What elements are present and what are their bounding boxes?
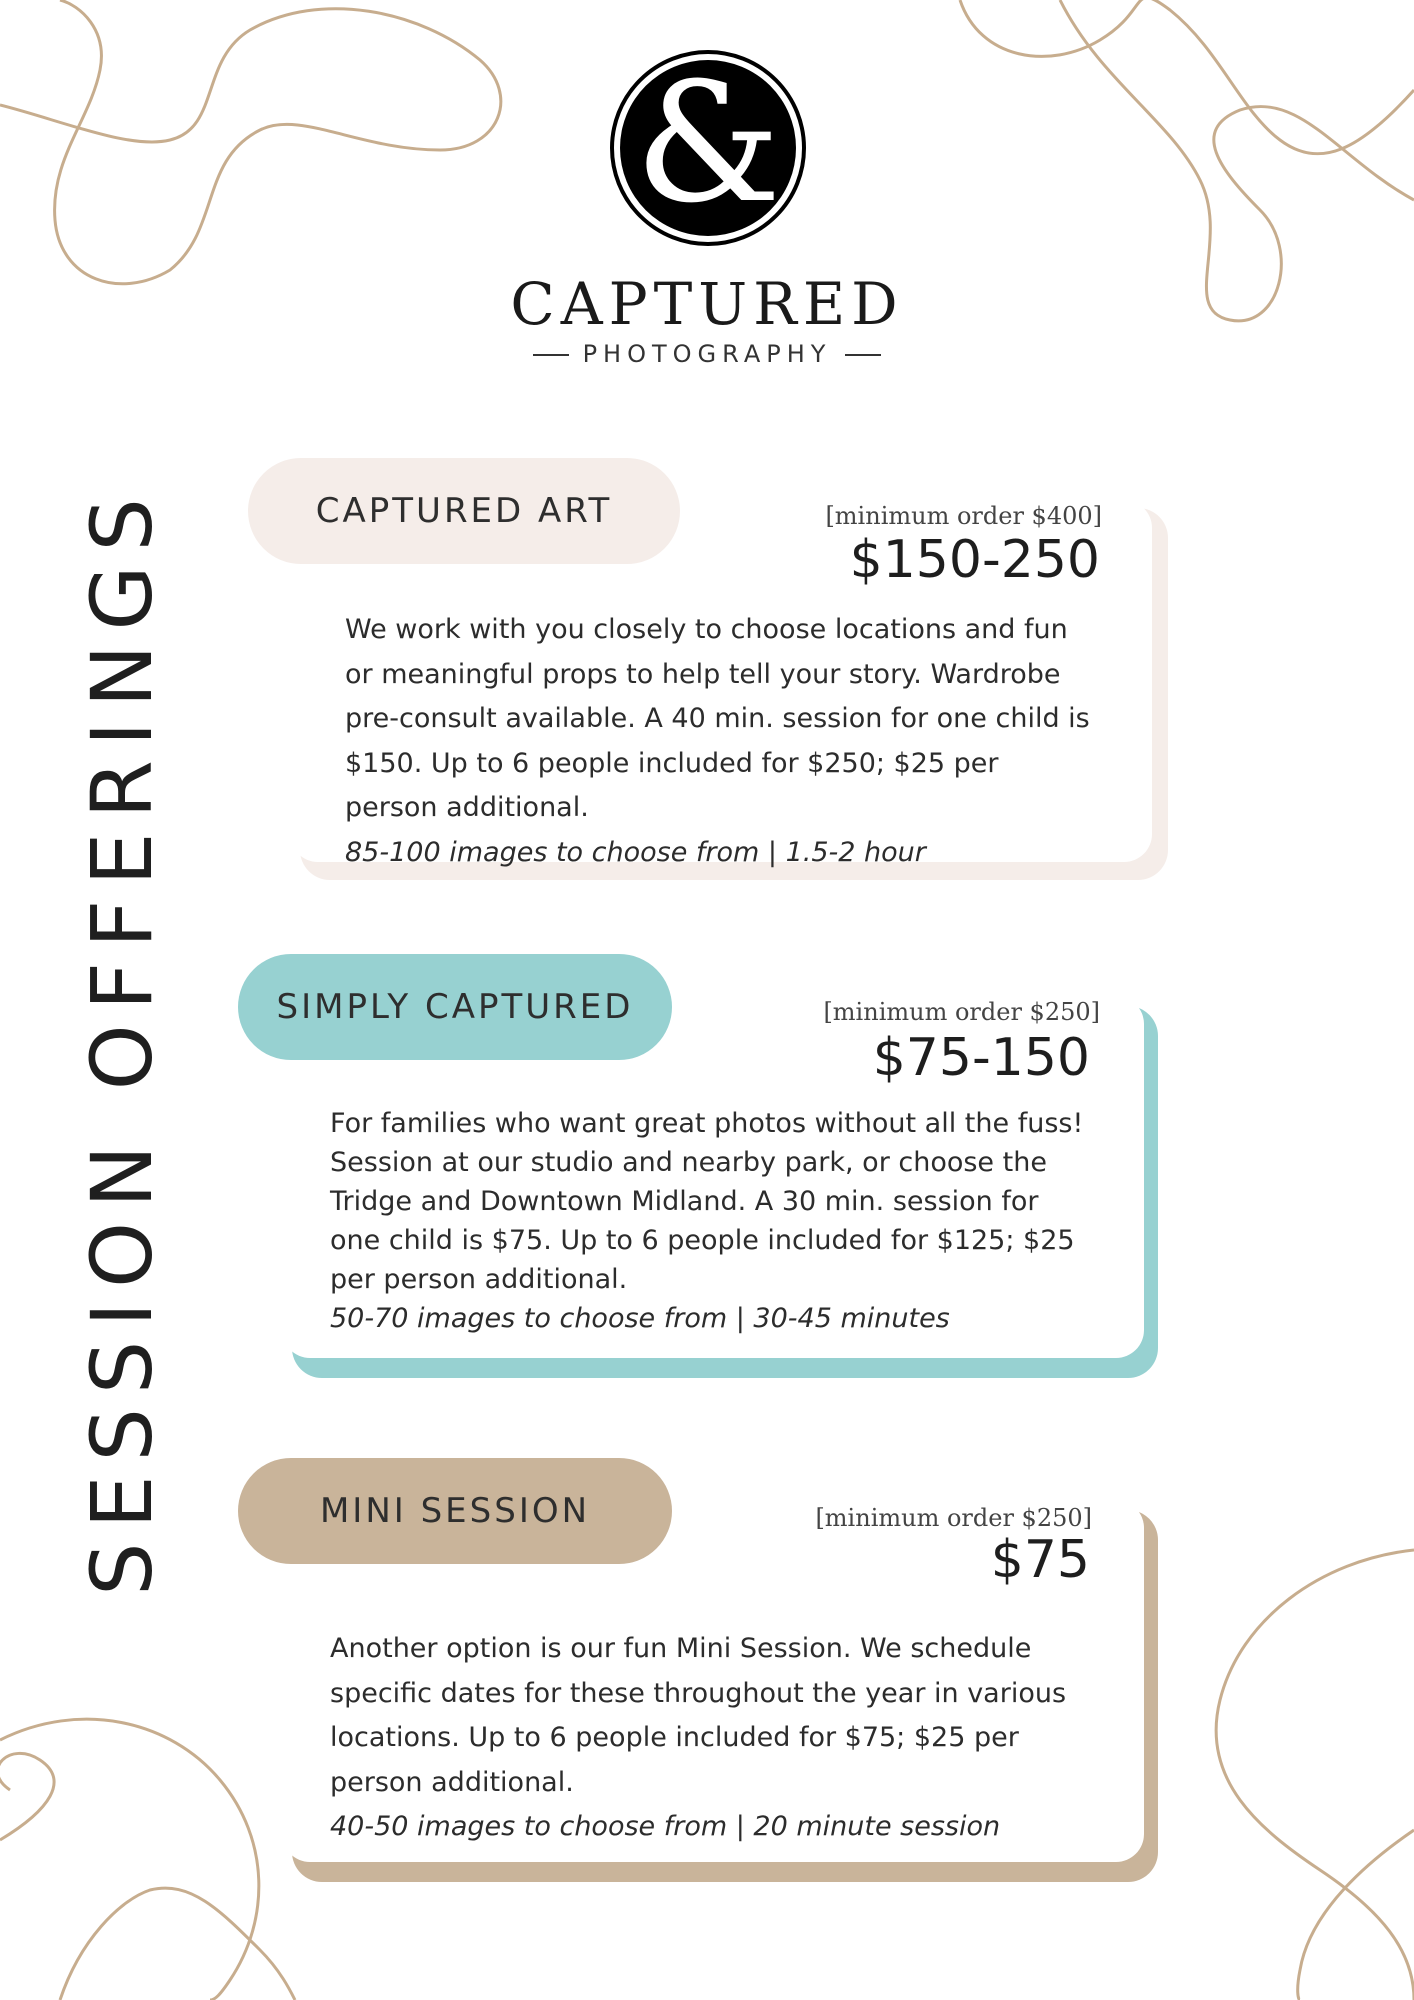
price-simply: $75-150 (872, 1028, 1090, 1088)
description-art (345, 608, 1095, 875)
brand-tagline: PHOTOGRAPHY (582, 340, 832, 368)
brand-tagline-row (0, 340, 1414, 368)
dash-right (845, 354, 881, 356)
min-order-mini: [minimum order $250] (815, 1504, 1092, 1532)
session-details: 40-50 images to choose from | 20 minute session (330, 1811, 1001, 1842)
description-text: Another option is our fun Mini Session. We schedule specific dates for these throughout the year in various locations. Up to 6 people included for $75; $25 per person additional. (330, 1633, 1067, 1798)
decor-squiggle-bottom-right (1200, 1530, 1414, 2000)
session-title-simply: SIMPLY CAPTURED (238, 954, 672, 1060)
session-details: 50-70 images to choose from | 30-45 minutes (330, 1303, 950, 1334)
session-title-mini: MINI SESSION (238, 1458, 672, 1564)
description-mini (330, 1627, 1100, 1850)
session-details: 85-100 images to choose from | 1.5-2 hour (345, 836, 926, 868)
description-simply (330, 1104, 1090, 1338)
min-order-simply: [minimum order $250] (823, 998, 1100, 1026)
price-mini: $75 (990, 1530, 1090, 1590)
dash-left (533, 354, 569, 356)
description-text: For families who want great photos without all the fuss! Session at our studio and nearby park, or choose the Tridge and Downtown Midland. A 30 min. session for one child is $75. Up to 6 people included for $125; $25 per person additional. (330, 1108, 1084, 1295)
ampersand-logo-icon (608, 48, 808, 248)
session-title-art: CAPTURED ART (248, 458, 680, 564)
decor-squiggle-top-left (0, 0, 520, 300)
price-art: $150-250 (849, 530, 1100, 590)
description-text: We work with you closely to choose locations and fun or meaningful props to help tell your story. Wardrobe pre-consult available. A 40 min. session for one child is $150. Up to 6 people included for $250; $25 per person additional. (345, 614, 1090, 823)
min-order-art: [minimum order $400] (825, 502, 1102, 530)
page-title: SESSION OFFERINGS (73, 484, 171, 1596)
decor-squiggle-bottom-left (0, 1680, 320, 2000)
brand-name: CAPTURED (510, 270, 904, 338)
svg-text:&: & (634, 48, 782, 239)
